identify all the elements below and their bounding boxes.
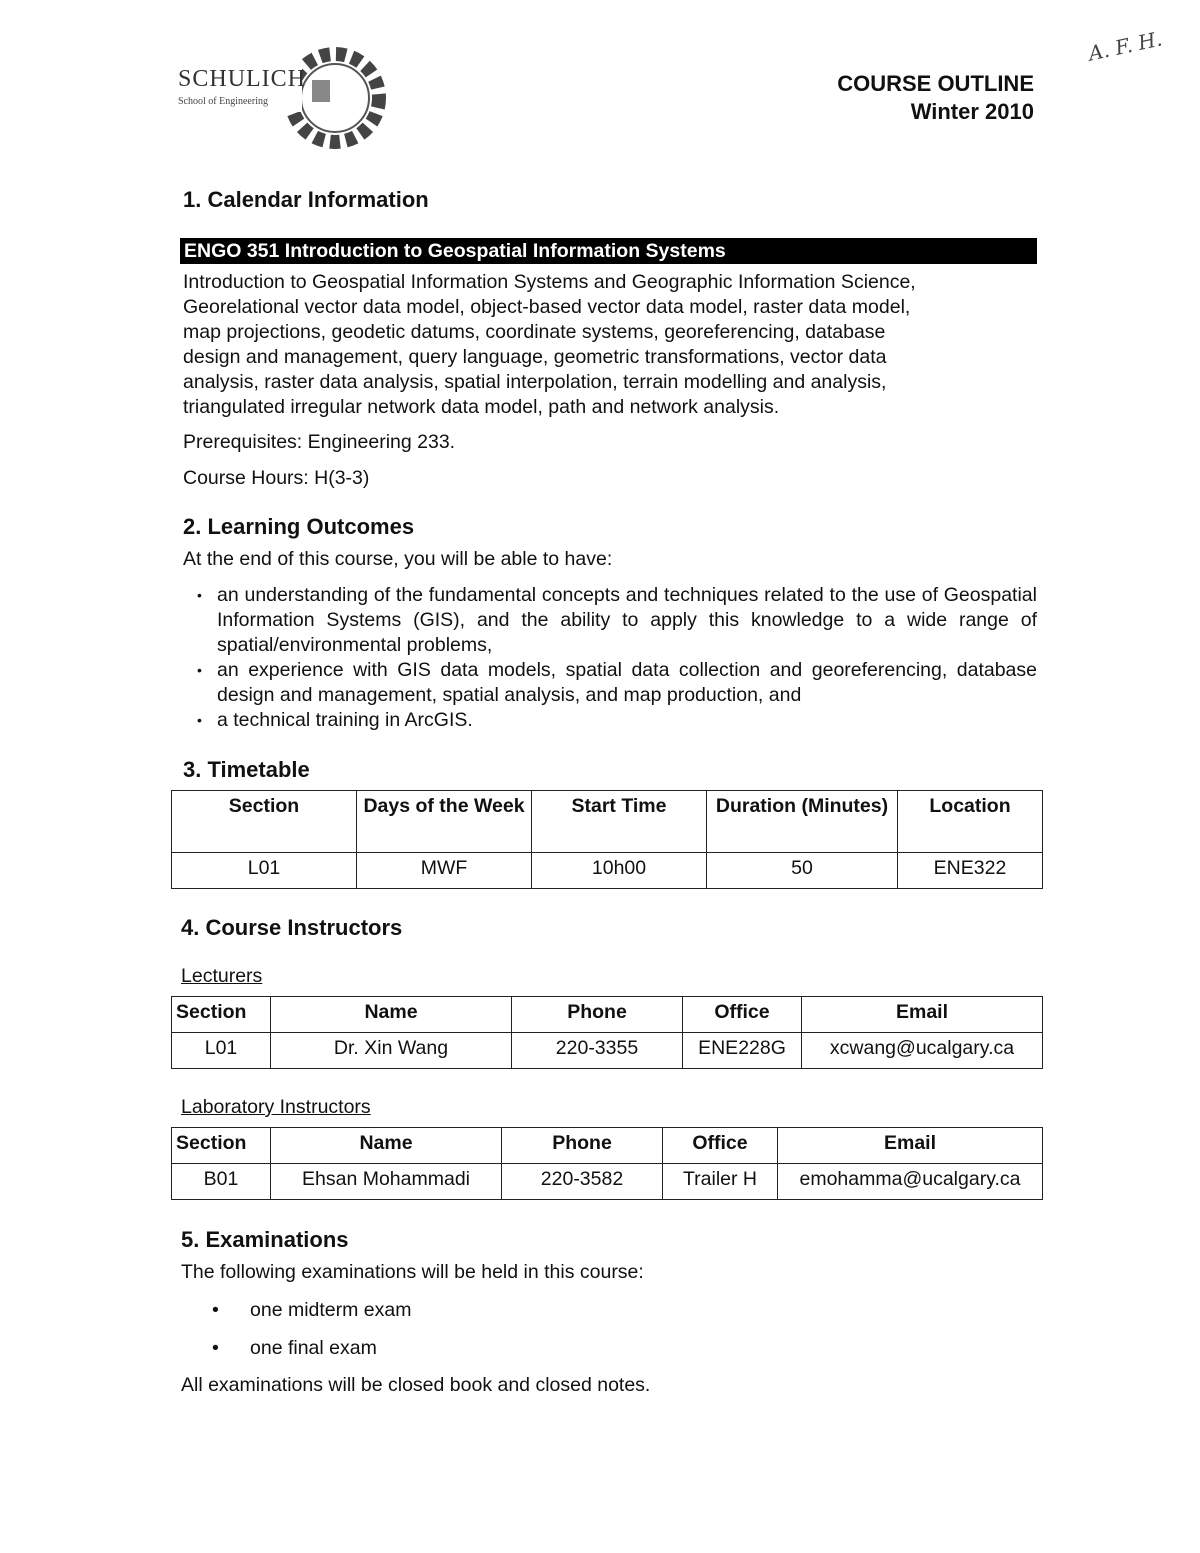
column-header: Name bbox=[271, 997, 512, 1033]
table-row bbox=[172, 1164, 1043, 1200]
column-header: Phone bbox=[502, 1128, 663, 1164]
column-header: Section bbox=[172, 1128, 271, 1164]
description-line: map projections, geodetic datums, coordinate systems, georeferencing, database bbox=[183, 321, 886, 343]
table-cell: L01 bbox=[172, 853, 357, 889]
table-cell: 10h00 bbox=[532, 853, 707, 889]
timetable-table bbox=[171, 790, 1043, 889]
column-header: Days of the Week bbox=[357, 791, 532, 853]
column-header: Section bbox=[172, 997, 271, 1033]
lab-instructors-label: Laboratory Instructors bbox=[181, 1096, 371, 1118]
table-cell: 220-3355 bbox=[512, 1033, 683, 1069]
handwritten-initials: A. F. H. bbox=[1086, 26, 1165, 66]
column-header: Duration (Minutes) bbox=[707, 791, 898, 853]
list-item: • one final exam bbox=[212, 1336, 411, 1374]
table-cell: B01 bbox=[172, 1164, 271, 1200]
table-header-row bbox=[172, 997, 1043, 1033]
examinations-intro: The following examinations will be held in this course: bbox=[181, 1261, 644, 1283]
list-item: • an understanding of the fundamental concepts and techniques related to the use of Geospatial Information Systems (GIS), and the ability to apply this knowledge to a wide range of spatial/environmental problems, bbox=[197, 583, 1037, 658]
logo-wordmark: SCHULICH bbox=[178, 66, 307, 92]
outcomes-heading: 2. Learning Outcomes bbox=[183, 514, 415, 539]
description-line: Georelational vector data model, object-based vector data model, raster data model, bbox=[183, 296, 911, 318]
table-row bbox=[172, 853, 1043, 889]
table-row bbox=[172, 1033, 1043, 1069]
calendar-heading: 1. Calendar Information bbox=[183, 187, 429, 212]
timetable-heading: 3. Timetable bbox=[183, 757, 310, 782]
outline-term: Winter 2010 bbox=[910, 99, 1034, 124]
schulich-logo bbox=[170, 42, 410, 154]
table-cell: 50 bbox=[707, 853, 898, 889]
examinations-list bbox=[212, 1298, 411, 1374]
examinations-heading: 5. Examinations bbox=[181, 1227, 349, 1252]
lab-instructors-table bbox=[171, 1127, 1043, 1200]
outcomes-intro: At the end of this course, you will be able to have: bbox=[183, 548, 613, 570]
column-header: Section bbox=[172, 791, 357, 853]
table-cell: Trailer H bbox=[663, 1164, 778, 1200]
table-cell: xcwang@ucalgary.ca bbox=[802, 1033, 1043, 1069]
course-title-bar: ENGO 351 Introduction to Geospatial Information Systems bbox=[180, 238, 1037, 264]
table-cell: ENE228G bbox=[683, 1033, 802, 1069]
logo-subtitle: School of Engineering bbox=[178, 96, 268, 107]
outline-title: COURSE OUTLINE bbox=[837, 71, 1034, 96]
column-header: Phone bbox=[512, 997, 683, 1033]
column-header: Email bbox=[802, 997, 1043, 1033]
list-item: • an experience with GIS data models, spatial data collection and georeferencing, database design and management, spatial analysis, and map production, and bbox=[197, 658, 1037, 708]
course-description bbox=[183, 270, 916, 420]
table-cell: 220-3582 bbox=[502, 1164, 663, 1200]
description-line: triangulated irregular network data model, path and network analysis. bbox=[183, 396, 780, 418]
list-item: • one midterm exam bbox=[212, 1298, 411, 1336]
table-header-row bbox=[172, 791, 1043, 853]
table-cell: ENE322 bbox=[898, 853, 1043, 889]
table-cell: Ehsan Mohammadi bbox=[271, 1164, 502, 1200]
outline-header bbox=[837, 70, 1034, 126]
table-header-row bbox=[172, 1128, 1043, 1164]
column-header: Location bbox=[898, 791, 1043, 853]
list-item: • a technical training in ArcGIS. bbox=[197, 708, 1037, 733]
table-cell: Dr. Xin Wang bbox=[271, 1033, 512, 1069]
table-cell: emohamma@ucalgary.ca bbox=[778, 1164, 1043, 1200]
lecturers-label: Lecturers bbox=[181, 965, 263, 987]
table-cell: L01 bbox=[172, 1033, 271, 1069]
description-line: design and management, query language, geometric transformations, vector data bbox=[183, 346, 887, 368]
prerequisites: Prerequisites: Engineering 233. bbox=[183, 431, 456, 453]
instructors-heading: 4. Course Instructors bbox=[181, 915, 403, 940]
description-line: analysis, raster data analysis, spatial interpolation, terrain modelling and analysis, bbox=[183, 371, 887, 393]
description-line: Introduction to Geospatial Information Systems and Geographic Information Science, bbox=[183, 271, 916, 293]
column-header: Start Time bbox=[532, 791, 707, 853]
outcomes-list bbox=[197, 583, 1037, 733]
column-header: Name bbox=[271, 1128, 502, 1164]
column-header: Email bbox=[778, 1128, 1043, 1164]
column-header: Office bbox=[663, 1128, 778, 1164]
course-hours: Course Hours: H(3-3) bbox=[183, 467, 370, 489]
lecturers-table bbox=[171, 996, 1043, 1069]
table-cell: MWF bbox=[357, 853, 532, 889]
column-header: Office bbox=[683, 997, 802, 1033]
examinations-closing: All examinations will be closed book and closed notes. bbox=[181, 1374, 651, 1396]
